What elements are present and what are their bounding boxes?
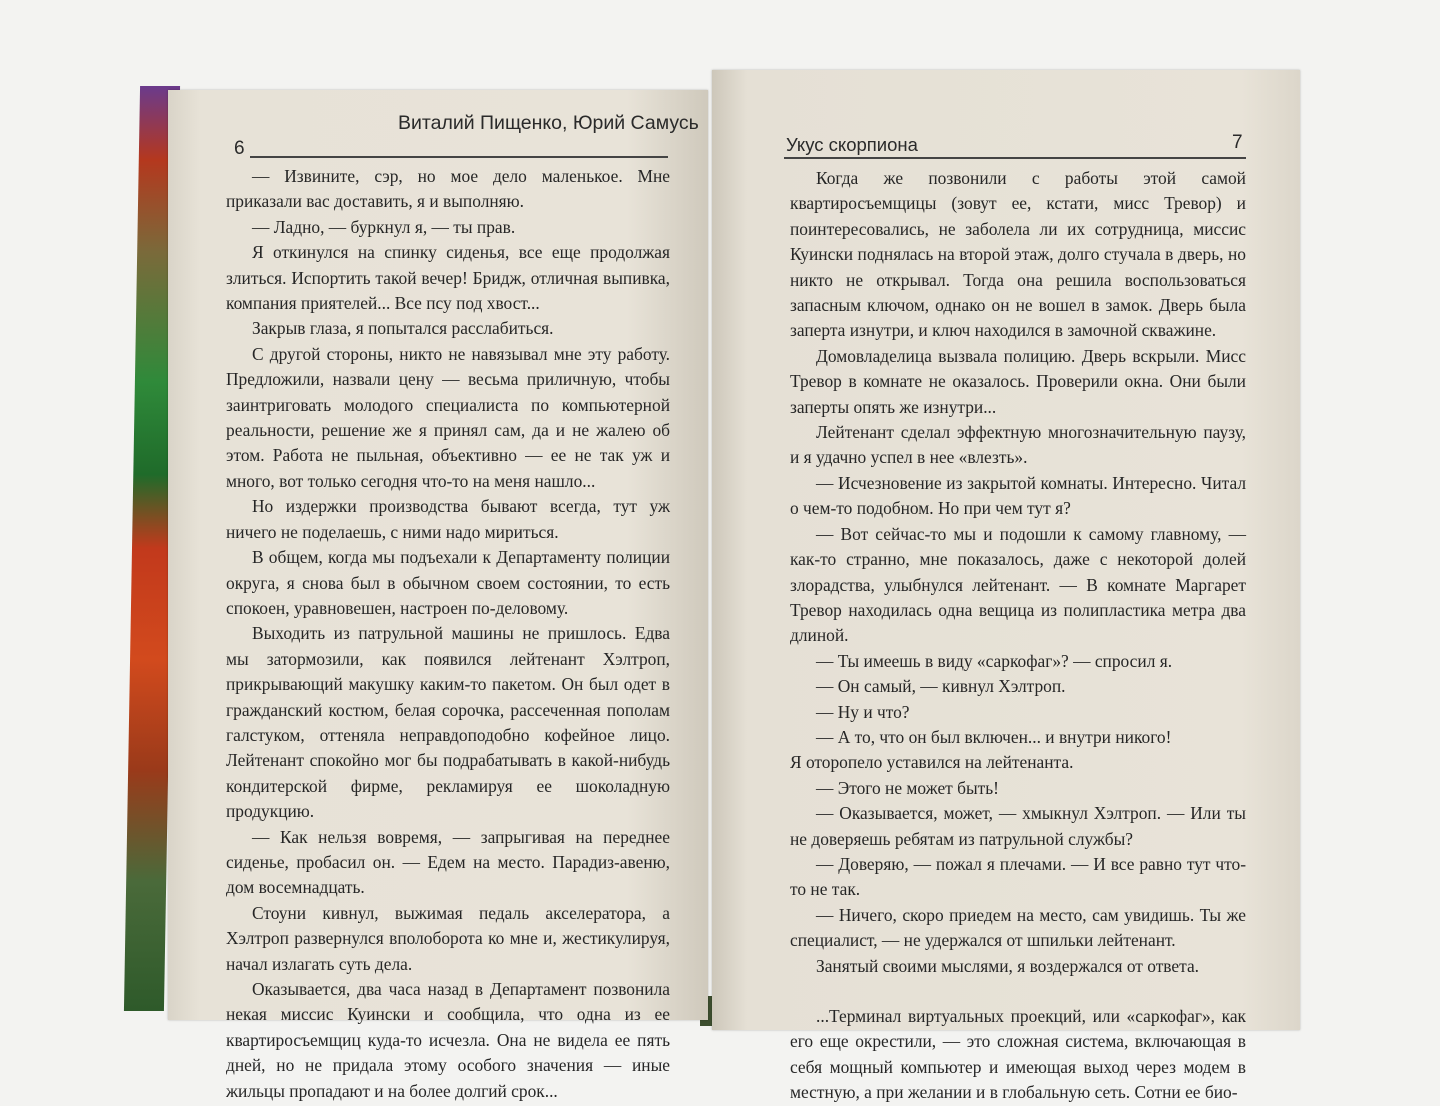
left-paragraph: Закрыв глаза, я попытался расслабиться. xyxy=(252,318,554,339)
right-page-header-title: Укус скорпиона xyxy=(786,134,918,155)
right-page-number: 7 xyxy=(1232,132,1243,153)
left-paragraph: — Ладно, — буркнул я, — ты прав. xyxy=(252,216,516,237)
left-paragraph: С другой стороны, никто не навязывал мне эту работу. Предложили, назвали цену — весьма приличную, чтобы заинтриговать молодого специалиста по компьютерной реальности, решение же я принял сам, да и не жалею об этом. Работа не пыльная, объективно — ее не так уж и много, вот только сегодня что-то на меня нашло... xyxy=(226,343,670,491)
right-paragraph: Когда же позвонили с работы этой самой квартиросъемщицы (зовут ее, кстати, мисс Тревор) и поинтересовались, не заболела ли их сотрудница, миссис Куински поднялась на второй этаж, долго стучала в дверь, но никто не открывал. Тогда она решила воспользоваться запасным ключом, однако он не вошел в замок. Дверь была заперта изнутри, и ключ находился в замочной скважине. xyxy=(790,168,1246,341)
right-paragraph: — А то, что он был включен... и внутри никого! xyxy=(816,726,1172,747)
left-paragraph: Стоуни кивнул, выжимая педаль акселератора, а Хэлтроп развернулся вполоборота ко мне и, жестикулируя, начал излагать суть дела. xyxy=(226,902,670,974)
right-paragraph: — Ты имеешь в виду «саркофаг»? — спросил я. xyxy=(816,650,1173,671)
right-paragraph: ...Терминал виртуальных проекций, или «саркофаг», как его еще окрестили, — это сложная система, включающая в себя мощный компьютер и имеющая выход через модем в местную, а при желании и в глобальную сеть. Сотни ее био- xyxy=(790,1006,1246,1103)
left-page xyxy=(168,90,708,1101)
right-paragraph: — Оказывается, может, — хмыкнул Хэлтроп. — Или ты не доверяешь ребятам из патрульной службы? xyxy=(790,803,1246,849)
left-page-number: 6 xyxy=(234,138,245,159)
left-page-header-author: Виталий Пищенко, Юрий Самусь xyxy=(398,112,699,134)
right-paragraph: — Исчезновение из закрытой комнаты. Интересно. Читал о чем-то подобном. Но при чем тут я? xyxy=(790,472,1246,519)
right-paragraph: Я оторопело уставился на лейтенанта. xyxy=(790,752,1074,773)
right-header-rule xyxy=(784,157,1246,159)
right-paragraph: — Ну и что? xyxy=(816,701,910,722)
right-paragraph: Занятый своими мыслями, я воздержался от ответа. xyxy=(816,955,1200,976)
right-paragraph: Лейтенант сделал эффектную многозначительную паузу, и я удачно успел в нее «влезть». xyxy=(790,422,1246,468)
left-paragraph: — Как нельзя вовремя, — запрыгивая на переднее сиденье, пробасил он. — Едем на место. Парадиз-авеню, дом восемнадцать. xyxy=(226,826,670,898)
right-paragraph: Домовладелица вызвала полицию. Дверь вскрыли. Мисс Тревор в комнате не оказалось. Проверили окна. Они были заперты опять же изнутри... xyxy=(790,345,1246,417)
right-paragraph: — Вот сейчас-то мы и подошли к самому главному, — как-то странно, мне показалось, даже с некоторой долей злорадства, улыбнулся лейтенант. — В комнате Маргарет Тревор находилась одна вещица из полипластика метра два длиной. xyxy=(790,523,1246,646)
right-paragraph: — Ничего, скоро приедем на место, сам увидишь. Ты же специалист, — не удержался от шпильки лейтенант. xyxy=(790,904,1246,951)
right-paragraph: — Этого не может быть! xyxy=(816,777,999,798)
left-header-rule xyxy=(250,156,668,158)
right-page xyxy=(712,70,1300,1103)
left-paragraph: Оказывается, два часа назад в Департамент позвонила некая миссис Куински и сообщила, что одна из ее квартиросъемщиц куда-то исчезла. Она не видела ее пять дней, но не придала этому особого значения — иные жильцы пропадают и на более долгий срок... xyxy=(226,979,670,1101)
right-paragraph: — Он самый, — кивнул Хэлтроп. xyxy=(816,676,1066,697)
left-paragraph: — Извините, сэр, но мое дело маленькое. Мне приказали вас доставить, я и выполняю. xyxy=(226,166,670,212)
left-paragraph: Выходить из патрульной машины не пришлось. Едва мы затормозили, как появился лейтенант Хэлтроп, прикрывающий макушку каким-то пакетом. Он был одет в гражданский костюм, белая сорочка, рассеченная пополам галстуком, оттеняла неправдоподобно кофейное лицо. Лейтенант спокойно мог бы подрабатывать в какой-нибудь кондитерской фирме, рекламируя ее шоколадную продукцию. xyxy=(226,623,670,822)
right-paragraph: — Доверяю, — пожал я плечами. — И все равно тут что-то не так. xyxy=(790,853,1246,900)
left-page-body xyxy=(226,164,670,1104)
left-paragraph: В общем, когда мы подъехали к Департаменту полиции округа, я снова был в обычном своем состоянии, то есть спокоен, уравновешен, настроен по-деловому. xyxy=(226,547,670,618)
left-paragraph: Но издержки производства бывают всегда, тут уж ничего не поделаешь, с ними надо мириться. xyxy=(226,496,670,542)
left-paragraph: Я откинулся на спинку сиденья, все еще продолжая злиться. Испортить такой вечер! Бридж, отличная выпивка, компания приятелей... Все псу под хвост... xyxy=(226,242,670,314)
right-page-body xyxy=(790,166,1246,1106)
